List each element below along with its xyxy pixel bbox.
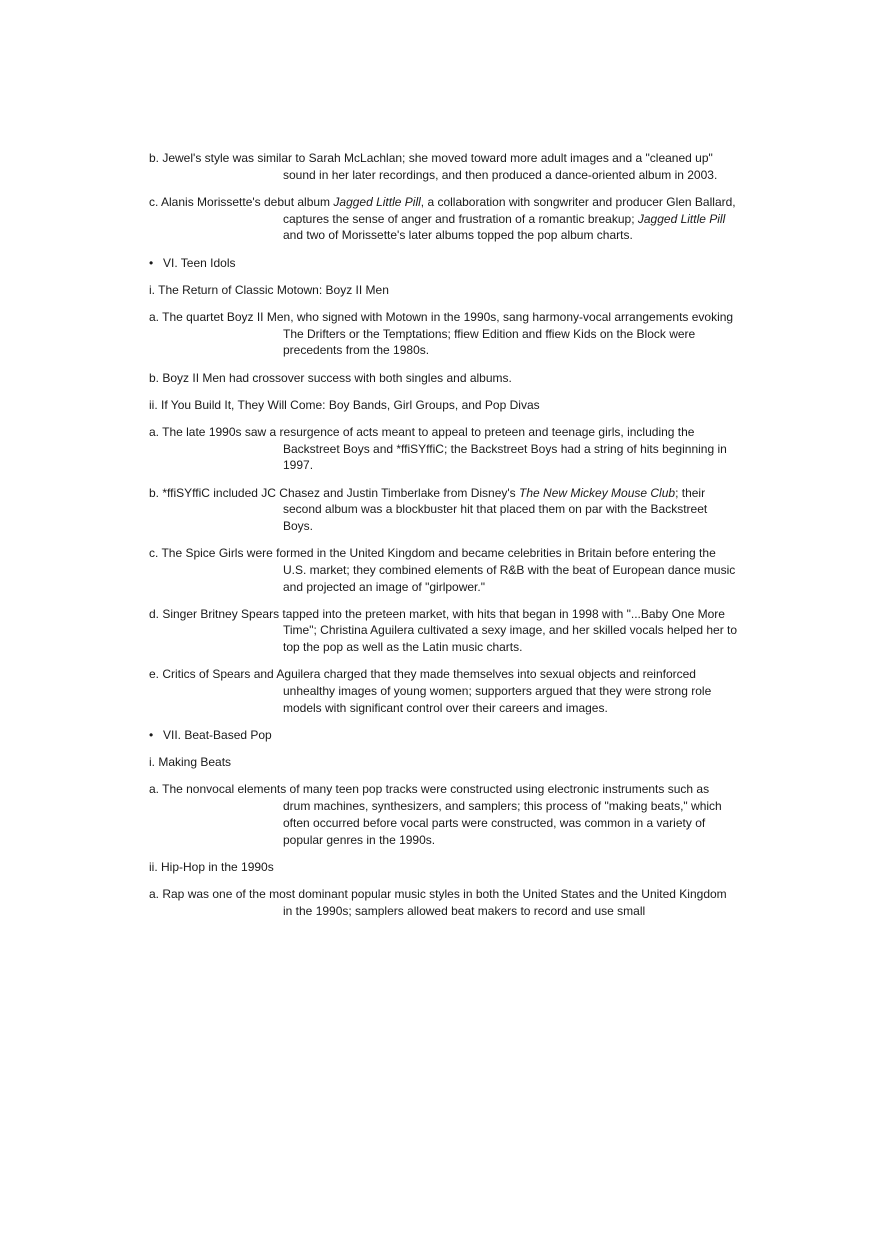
text-run: i. Making Beats	[149, 755, 232, 770]
subsection-heading	[149, 859, 739, 876]
text-run: VI. Teen Idols	[163, 255, 236, 270]
text-run: a. The nonvocal elements of many teen pop tracks were constructed using electronic instruments such as drum machines, synthesizers, and samplers; this process of "making beats," which often occurred before vocal parts were constructed, was common in a variety of popular genres in the 1990s.	[149, 782, 722, 847]
album-title: Jagged Little Pill	[637, 211, 726, 226]
outline-item	[149, 886, 739, 919]
outline-item	[149, 781, 739, 848]
text-run: a. The late 1990s saw a resurgence of acts meant to appeal to preteen and teenage girls, including the Backstreet Boys and *ffiSYffiC; the Backstreet Boys had a string of hits beginning in 1997.	[149, 424, 727, 473]
text-run: c. The Spice Girls were formed in the United Kingdom and became celebrities in Britain before entering the U.S. market; they combined elements of R&B with the beat of European dance music and projected an image of "girlpower."	[149, 546, 736, 594]
text-run: ii. Hip-Hop in the 1990s	[149, 859, 274, 874]
outline-item	[149, 666, 739, 716]
text-run: e. Critics of Spears and Aguilera charged that they made themselves into sexual objects and reinforced unhealthy images of young women; supporters argued that they were strong role models with significant control over their careers and images.	[149, 667, 712, 715]
text-run: a. The quartet Boyz II Men, who signed with Motown in the 1990s, sang harmony-vocal arrangements evoking The Drifters or the Temptations; ffiew Edition and ffiew Kids on the Block were precedents from the 1980s.	[149, 309, 734, 358]
text-run: a. Rap was one of the most dominant popular music styles in both the United States and the United Kingdom in the 1990s; samplers allowed beat makers to record and use small	[149, 886, 727, 918]
text-run: b. *ffiSYffiC included JC Chasez and Justin Timberlake from Disney's	[149, 485, 520, 500]
bullet-icon: •	[149, 255, 154, 270]
outline-item	[149, 370, 739, 387]
subsection-heading	[149, 282, 739, 299]
subsection-heading	[149, 397, 739, 414]
outline-item	[149, 545, 739, 595]
outline-text	[149, 150, 739, 930]
outline-item	[149, 606, 739, 656]
text-run: b. Boyz II Men had crossover success with both singles and albums.	[149, 370, 512, 385]
section-heading	[149, 727, 739, 744]
album-title: The New Mickey Mouse Club	[519, 485, 676, 500]
outline-item	[149, 194, 739, 244]
text-run: c. Alanis Morissette's debut album	[149, 194, 334, 209]
text-run: VII. Beat-Based Pop	[163, 727, 272, 742]
subsection-heading	[149, 754, 739, 771]
text-run: ii. If You Build It, They Will Come: Boy Bands, Girl Groups, and Pop Divas	[149, 397, 540, 412]
text-run: , a collaboration with songwriter and producer Glen Ballard, captures the sense of anger and frustration of a romantic breakup;	[283, 194, 736, 226]
album-title: Jagged Little Pill	[333, 194, 421, 209]
outline-item	[149, 309, 739, 359]
outline-item	[149, 150, 739, 183]
text-run: and two of Morissette's later albums topped the pop album charts.	[283, 228, 633, 243]
outline-item	[149, 424, 739, 474]
section-heading	[149, 255, 739, 272]
text-run: b. Jewel's style was similar to Sarah McLachlan; she moved toward more adult images and a "cleaned up" sound in her later recordings, and then produced a dance-oriented album in 2003.	[149, 151, 718, 182]
outline-item	[149, 485, 739, 535]
text-run: ; their second album was a blockbuster hit that placed them on par with the Backstreet Boys.	[283, 485, 708, 533]
text-run: i. The Return of Classic Motown: Boyz II Men	[149, 282, 389, 297]
bullet-icon: •	[149, 727, 154, 742]
text-run: d. Singer Britney Spears tapped into the preteen market, with hits that began in 1998 with "...Baby One More Time"; Christina Aguilera cultivated a sexy image, and her skilled vocals helped her to top the pop as well as the Latin music charts.	[149, 606, 738, 655]
